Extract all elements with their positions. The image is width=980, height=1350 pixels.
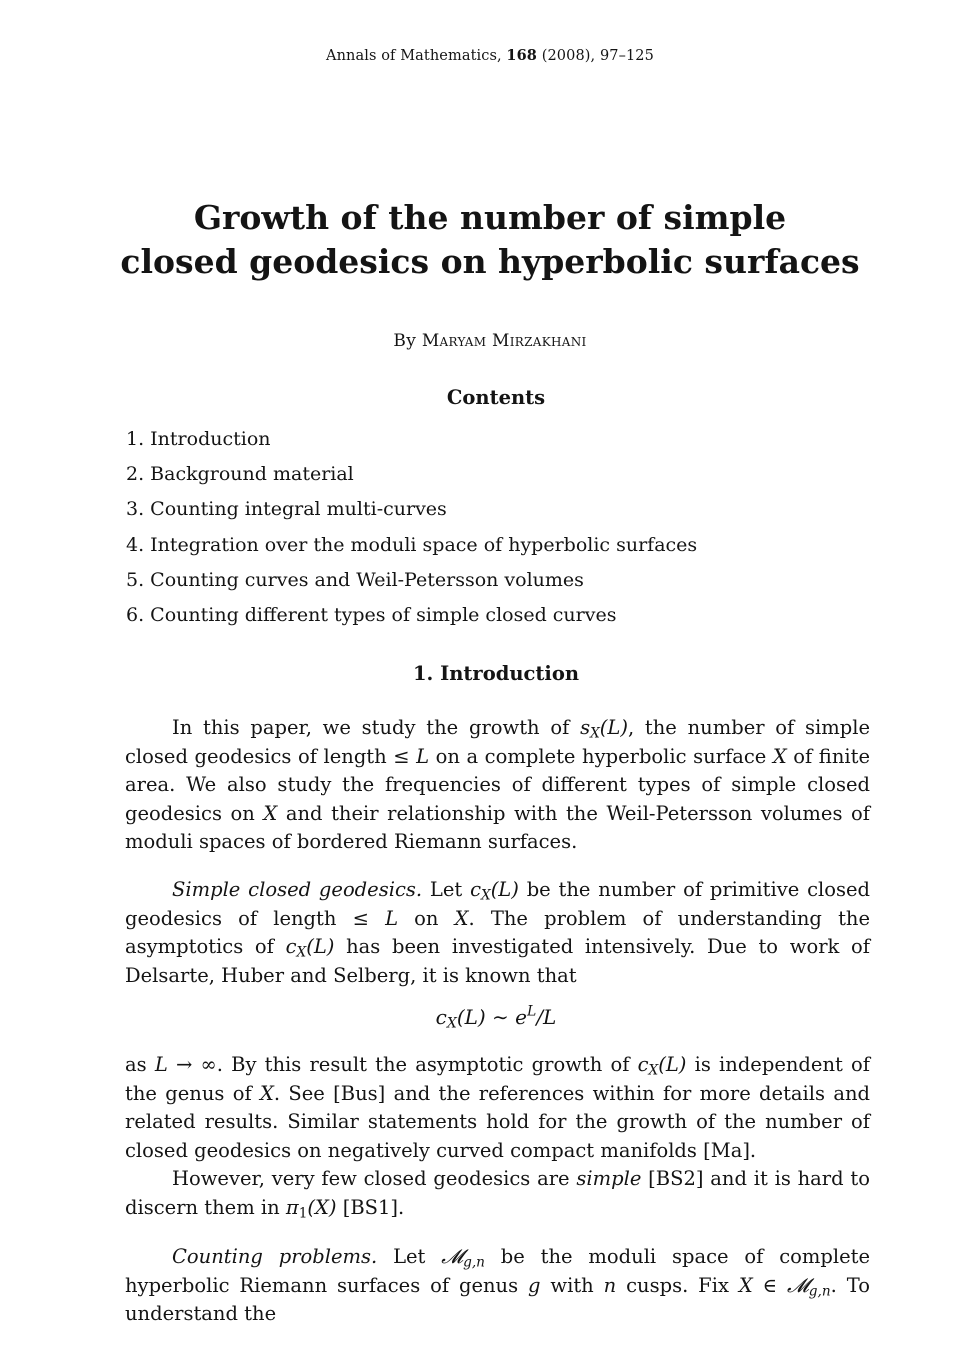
author-byline: By Maryam Mirzakhani: [393, 331, 587, 351]
intro-paragraph: In this paper, we study the growth of $s_X(L)$, the number of simple closed geodesics of length ≤ L on a complete hyperbolic surface X of finite area. We also study the frequencies of different types of simple closed geodesics on X and their relationship with the Weil-Petersson volumes of moduli spaces of bordered Riemann surfaces.: [125, 716, 870, 854]
paragraph-lead: Counting problems.: [172, 1245, 378, 1268]
table-of-contents: [126, 422, 697, 633]
display-equation: $c_X(L)$ ∼ $e^L/L$: [435, 1003, 557, 1032]
running-head: Annals of Mathematics, 168 (2008), 97–125: [326, 47, 654, 64]
volume-number: 168: [506, 47, 537, 64]
toc-item: 6. Counting different types of simple closed curves: [126, 604, 617, 627]
toc-item: 4. Integration over the moduli space of hyperbolic surfaces: [126, 533, 698, 556]
author-name: Maryam Mirzakhani: [421, 331, 587, 351]
simple-closed-geodesics-paragraph: Simple closed geodesics. Let $c_X(L)$ be the number of primitive closed geodesics of length ≤ L on X. The problem of understanding the asymptotics of $c_X(L)$ has been investigated intensively. Due to work of Delsarte, Huber and Selberg, it is known that: [125, 878, 871, 987]
counting-problems-paragraph: Counting problems. Let 𝓜$_{g,n}$ be the moduli space of complete hyperbolic Riemann surfaces of genus g with n cusps. Fix X ∈ 𝓜$_{g,n}$. To understand the: [125, 1245, 871, 1326]
contents-heading: Contents: [446, 386, 546, 409]
section-heading: 1. Introduction: [412, 662, 580, 685]
toc-item: 2. Background material: [126, 463, 354, 486]
paragraph-lead: Simple closed geodesics.: [172, 878, 423, 901]
paper-title: Growth of the number of simple closed geodesics on hyperbolic surfaces: [120, 198, 860, 281]
toc-item: 1. Introduction: [126, 428, 271, 450]
toc-item: 5. Counting curves and Weil-Petersson volumes: [126, 568, 584, 591]
asymptotic-paragraph: as L → ∞. By this result the asymptotic growth of $c_X(L)$ is independent of the genus of X. See [Bus] and the references within for more details and related results. Similar statements hold for the growth of the number of closed geodesics on negatively curved compact manifolds [Ma]. However, very few closed geodesics are simple [BS2] and it is hard to discern them in $\pi_1(X)$ [BS1].: [125, 1053, 870, 1222]
toc-item: 3. Counting integral multi-curves: [126, 498, 447, 521]
